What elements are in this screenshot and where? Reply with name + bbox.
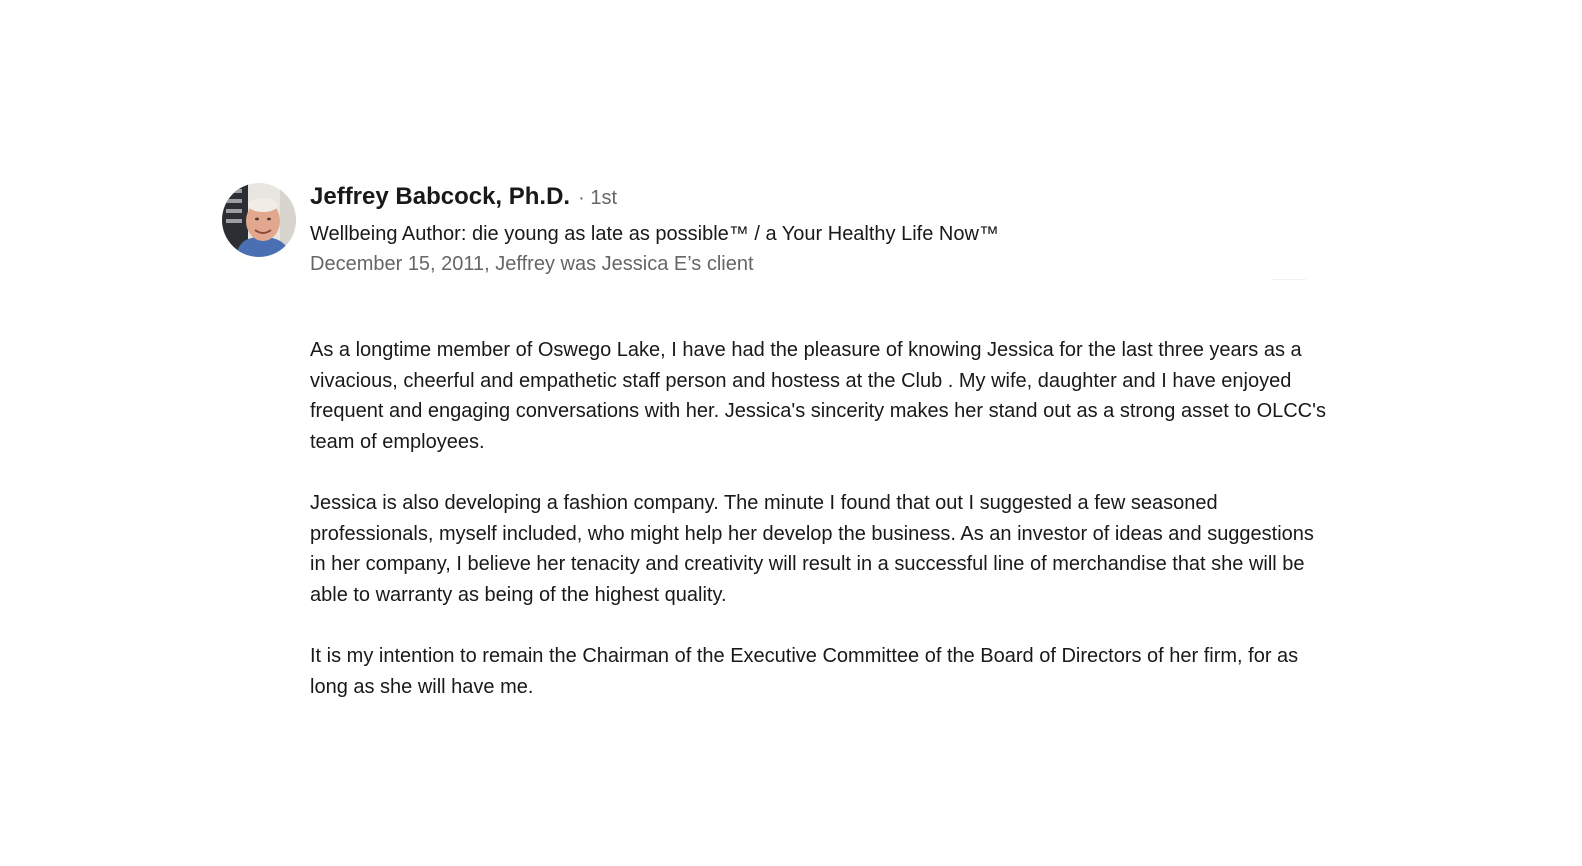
connection-degree: · 1st: [578, 187, 618, 209]
divider: [1272, 279, 1306, 280]
recommendation-paragraph: Jessica is also developing a fashion company. The minute I found that out I suggested a few seasoned professionals, myself included, who might help her develop the business. As an investor of ideas and suggestions in her company, I believe her tenacity and creativity will result in a successful line of merchandise that she will be able to warranty as being of the highest quality.: [310, 491, 1314, 606]
recommendation-paragraph: As a longtime member of Oswego Lake, I have had the pleasure of knowing Jessica for the last three years as a vivacious, cheerful and empathetic staff person and hostess at the Club . My wife, daughter and I have enjoyed frequent and engaging conversations with her. Jessica's sincerity makes her stand out as a strong asset to OLCC's team of employees.: [310, 339, 1326, 453]
author-name-row: [310, 183, 1320, 219]
author-headline: Wellbeing Author: die young as late as possible™ / a Your Healthy Life Now™: [310, 223, 999, 245]
profile-photo-icon: [222, 183, 296, 257]
recommendation-paragraph: It is my intention to remain the Chairman of the Executive Committee of the Board of Directors of her firm, for as long as she will have me.: [310, 644, 1299, 698]
avatar[interactable]: [222, 183, 296, 257]
recommendation-header: [310, 183, 1320, 279]
recommendation-meta: December 15, 2011, Jeffrey was Jessica E’s client: [310, 253, 754, 275]
author-name[interactable]: Jeffrey Babcock, Ph.D.: [310, 183, 571, 210]
recommendation-text: [310, 335, 1330, 733]
